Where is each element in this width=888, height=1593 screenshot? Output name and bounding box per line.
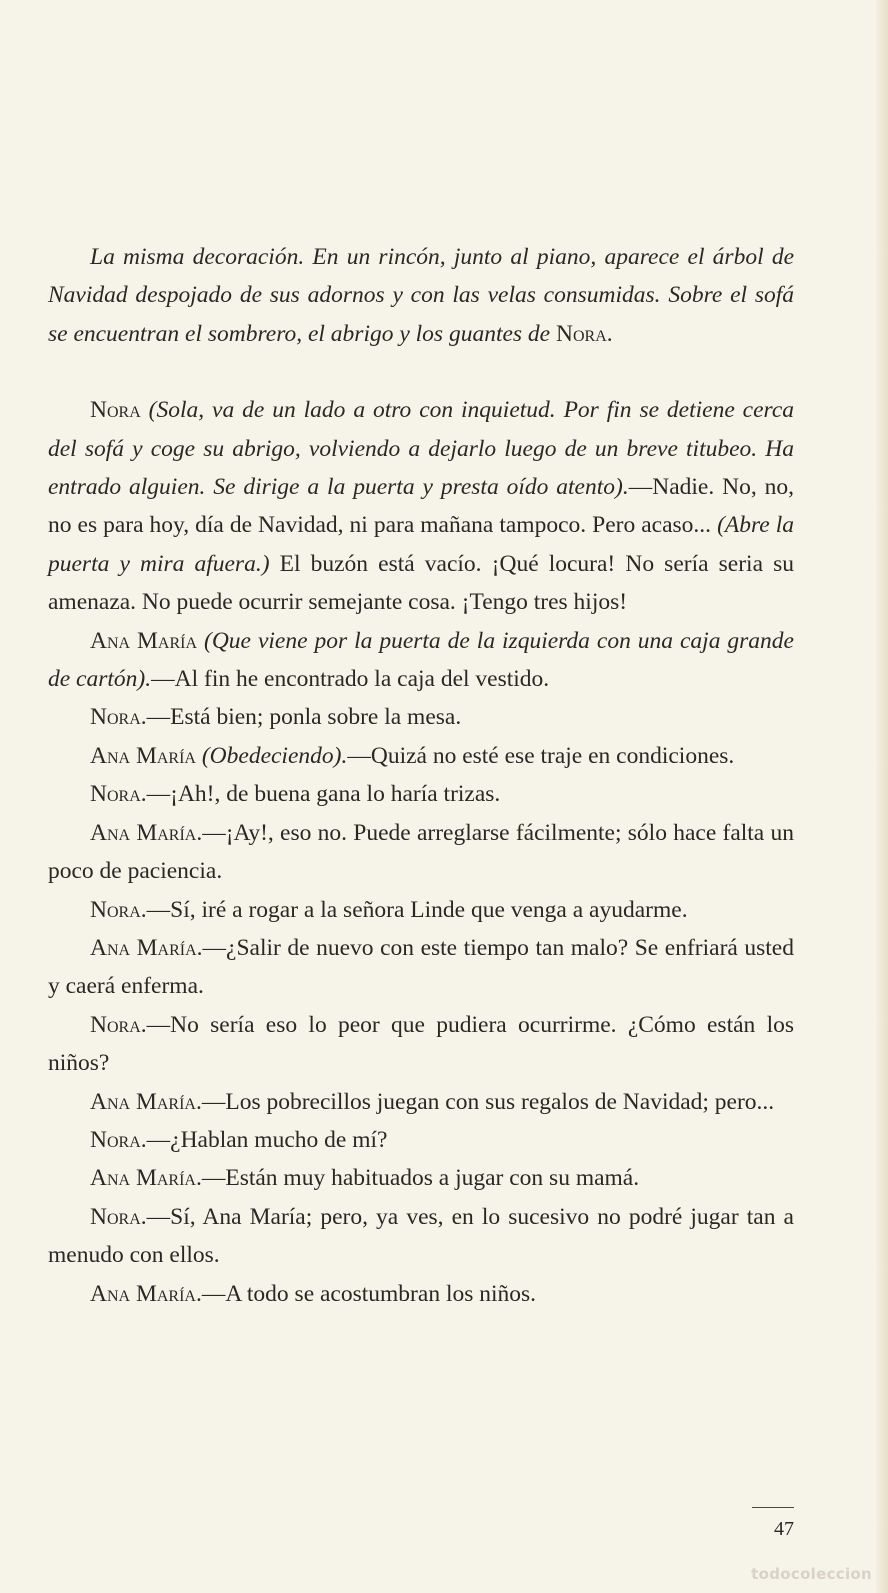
speaker-name: Nora: [90, 397, 141, 424]
speaker-name: Nora: [90, 781, 141, 808]
spoken-text: —Quizá no esté ese traje en condiciones.: [347, 742, 735, 769]
spoken-text: .—¿Hablan mucho de mí?: [140, 1126, 388, 1153]
dialogue-line: [48, 1275, 794, 1313]
speaker-name: Nora: [90, 1011, 141, 1038]
paragraph-gap: [48, 353, 794, 391]
speaker-name: Ana María: [90, 742, 196, 769]
speaker-name: Ana María: [90, 934, 197, 961]
stage-direction-text: La misma decoración. En un rincón, junto al piano, aparece el árbol de Navidad despojado de sus adornos y con las velas consumidas. Sobre el sofá se encuentran el sombrero, el abrigo y los guantes de: [48, 244, 794, 347]
speaker-name: Nora: [90, 1203, 141, 1230]
dialogue-line: [48, 1159, 794, 1197]
page-number: 47: [752, 1507, 794, 1544]
speaker-name: Nora: [90, 704, 141, 731]
spoken-text: —Nadie. No, no, no es para hoy, día de Navidad, ni para mañana tampoco. Pero acaso...: [48, 474, 794, 539]
stage-direction-inline: (Que viene por la puerta de la izquierda con una caja grande de cartón).: [48, 627, 794, 693]
speaker-name: Ana María: [90, 1280, 196, 1307]
dialogue-line: [48, 775, 794, 813]
spoken-text: .—Sí, Ana María; pero, ya ves, en lo sucesivo no podré jugar tan a menudo con ellos.: [48, 1203, 794, 1269]
spoken-text: .—No sería eso lo peor que pudiera ocurrirme. ¿Cómo están los niños?: [48, 1011, 794, 1077]
stage-direction-inline: (Sola, va de un lado a otro con inquietud. Por fin se detiene cerca del sofá y coge su abrigo, volviendo a dejarlo luego de un breve titubeo. Ha entrado alguien. Se dirige a la puerta y presta oído atento).: [48, 397, 794, 501]
spoken-text: .—¡Ah!, de buena gana lo haría trizas.: [140, 781, 501, 808]
dialogue-line: [48, 814, 794, 891]
speaker-name: Ana María: [90, 1165, 196, 1192]
speaker-name: Nora: [90, 896, 141, 923]
page-edge: [876, 0, 888, 1593]
dialogue-line: [48, 1006, 794, 1083]
spoken-text: El buzón está vacío. ¡Qué locura! No sería seria su amenaza. No puede ocurrir semejante cosa. ¡Tengo tres hijos!: [48, 550, 794, 616]
dialogue-line: [48, 1121, 794, 1159]
spoken-text: .—Está bien; ponla sobre la mesa.: [140, 704, 462, 731]
spoken-text: .—¿Salir de nuevo con este tiempo tan malo? Se enfriará usted y caerá enferma.: [48, 934, 794, 1000]
watermark: todocoleccion: [751, 1565, 872, 1583]
spoken-text: .—Están muy habituados a jugar con su mamá.: [195, 1165, 640, 1192]
dialogue-line: [48, 891, 794, 929]
dialogue-line: [48, 698, 794, 736]
dialogue-line: [48, 1198, 794, 1275]
character-name: Nora: [556, 320, 607, 347]
dialogue-line: [48, 622, 794, 699]
spoken-text: —Al fin he encontrado la caja del vestido.: [151, 666, 550, 693]
speaker-name: Ana María: [90, 627, 198, 654]
stage-direction: La misma decoración. En un rincón, junto al piano, aparece el árbol de Navidad despojado de sus adornos y con las velas consumidas. Sobre el sofá se encuentran el sombrero, el abrigo y los guantes de Nora.: [48, 244, 794, 347]
stage-direction-inline: (Abre la puerta y mira afuera.): [48, 512, 794, 577]
page-text: [48, 238, 794, 1313]
stage-direction-inline: (Obedeciendo).: [201, 742, 348, 769]
speaker-name: Ana María: [90, 819, 197, 846]
spoken-text: .—¡Ay!, eso no. Puede arreglarse fácilmente; sólo hace falta un poco de paciencia.: [48, 819, 794, 885]
dialogue-line: [48, 391, 794, 621]
spoken-text: .—Los pobrecillos juegan con sus regalos de Navidad; pero...: [195, 1088, 775, 1115]
dialogue-line: [48, 737, 794, 775]
dialogue-line: [48, 1083, 794, 1121]
dialogue-line: [48, 929, 794, 1006]
speaker-name: Nora: [90, 1126, 141, 1153]
speaker-name: Ana María: [90, 1088, 196, 1115]
spoken-text: .—A todo se acostumbran los niños.: [195, 1280, 537, 1307]
spoken-text: .—Sí, iré a rogar a la señora Linde que venga a ayudarme.: [140, 896, 688, 923]
